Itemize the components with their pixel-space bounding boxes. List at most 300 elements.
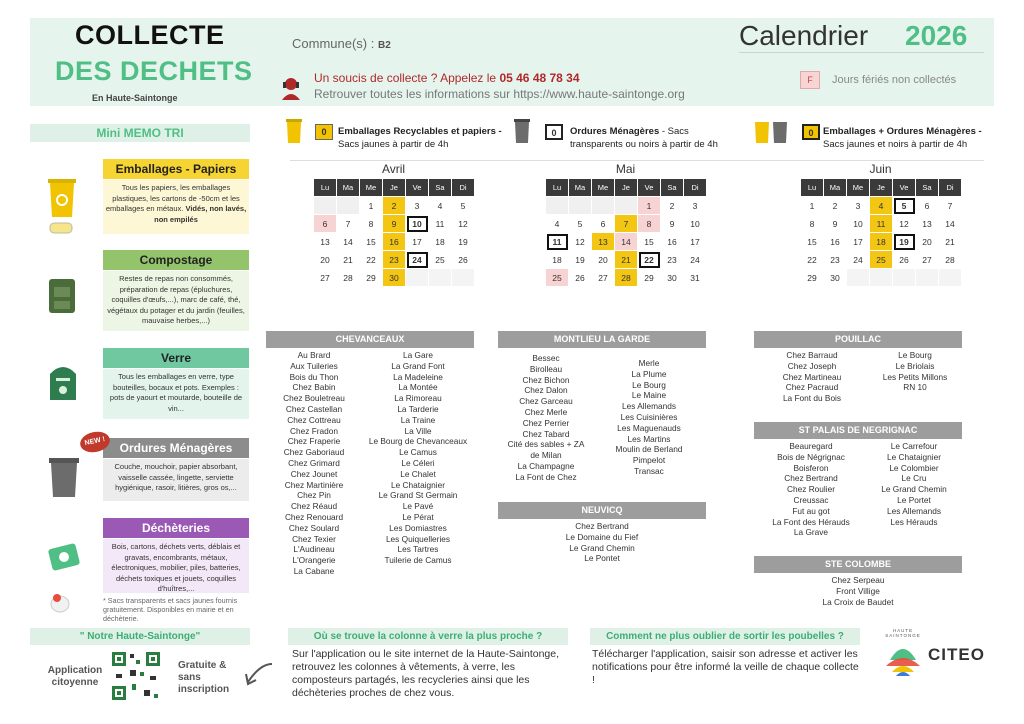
calendar-week — [801, 251, 962, 269]
calendar-day: 6 — [592, 215, 615, 233]
new-badge: NEW ! — [78, 429, 112, 455]
weekday-me: Me — [592, 179, 615, 197]
locality-item: Les Quiquelleries — [385, 533, 451, 544]
locality-item: Le Bourg — [632, 379, 666, 390]
locality-item: Chez Martinière — [284, 479, 344, 490]
locality-item: Au Brard — [297, 350, 331, 360]
locality-item: Chez Texier — [292, 533, 336, 544]
locality-item: Les Allemands — [887, 505, 941, 516]
calendar-day: 4 — [870, 197, 893, 215]
calendar-day: 18 — [429, 233, 452, 251]
calendar-day: 18 — [870, 233, 893, 251]
locality-item: Chez Barraud — [786, 350, 838, 360]
calendar-day — [429, 269, 452, 287]
commune — [292, 36, 391, 51]
zone-montlieu-col2 — [600, 358, 698, 477]
zone-pouillac-col1 — [768, 350, 856, 404]
calendar-day: 20 — [916, 233, 939, 251]
weekday-ma: Ma — [569, 179, 592, 197]
locality-item: Bois de Négrignac — [777, 451, 845, 462]
calendar-day: 22 — [638, 251, 661, 269]
calendar-day: 2 — [824, 197, 847, 215]
locality-item: Les Allemands — [622, 401, 676, 412]
calendar-day: 28 — [337, 269, 360, 287]
calendar-day: 19 — [452, 233, 475, 251]
weekday-je: Je — [615, 179, 638, 197]
locality-item: Les Maguenauds — [617, 422, 681, 433]
oubli-text: Télécharger l'application, saisir son adresse et activer les notifications pour être informé la veille de chaque collecte ! — [592, 648, 859, 686]
calendar-day: 17 — [847, 233, 870, 251]
zone-chevanceaux-col1 — [268, 350, 360, 577]
zone-montlieu-col1 — [498, 353, 594, 483]
weekday-di: Di — [684, 179, 707, 197]
commune-value: B2 — [377, 40, 391, 51]
locality-item: Le Camus — [399, 447, 437, 458]
weekday-me: Me — [847, 179, 870, 197]
phone-operator-icon — [280, 76, 302, 100]
locality-item: La Cabane — [293, 565, 335, 576]
memo-title: Mini MEMO TRI — [30, 124, 250, 142]
calendar-day: 16 — [824, 233, 847, 251]
calendar-day: 13 — [314, 233, 337, 251]
header-divider — [739, 52, 984, 53]
locality-item: La Traine — [400, 414, 436, 425]
calendar-day: 29 — [638, 269, 661, 287]
locality-item: La Ville — [404, 425, 432, 436]
month-mai: Mai — [615, 162, 636, 176]
locality-item: Chez Réaud — [290, 501, 338, 512]
calendar-day: 27 — [314, 269, 337, 287]
legend-yellow-sub: Sacs jaunes à partir de 4h — [338, 139, 449, 150]
zone-stpalais-col2 — [866, 441, 962, 527]
weekday-di: Di — [452, 179, 475, 197]
zone-stecolombe-head: STE COLOMBE — [754, 556, 962, 573]
calendar-day: 10 — [406, 215, 429, 233]
locality-item: Chez Tabard — [522, 428, 570, 439]
calendar-day: 7 — [615, 215, 638, 233]
calendar-day: 23 — [824, 251, 847, 269]
calendar-day: 1 — [360, 197, 383, 215]
haute-saintonge-logo-text: HAUTE SAINTONGE — [885, 628, 921, 638]
locality-item: Chez Jounet — [290, 468, 338, 479]
locality-item: L'Orangerie — [292, 555, 336, 566]
locality-item: Chez Babin — [292, 382, 336, 393]
locality-item: Le Cru — [901, 473, 927, 484]
calendar-day — [870, 269, 893, 287]
calendar-day: 9 — [661, 215, 684, 233]
locality-item: Chez Garceau — [519, 396, 573, 407]
locality-item: Le Grand Chemin — [881, 484, 947, 495]
locality-item: Boisferon — [793, 462, 829, 473]
month-avril: Avril — [381, 162, 406, 176]
region-subtitle: En Haute-Saintonge — [92, 93, 178, 103]
calendar-day: 25 — [429, 251, 452, 269]
locality-item: Le Maine — [631, 390, 667, 401]
locality-item: La Madeleine — [393, 371, 443, 382]
calendar-day: 8 — [638, 215, 661, 233]
calendar-week — [314, 269, 475, 287]
calendar-day: 30 — [661, 269, 684, 287]
calendar-day: 16 — [661, 233, 684, 251]
locality-item: Le Chataignier — [887, 451, 941, 462]
calendar-day: 30 — [383, 269, 406, 287]
locality-item: Beauregard — [789, 441, 833, 451]
calendar-day: 18 — [546, 251, 569, 269]
zone-stpalais-head: ST PALAIS DE NEGRIGNAC — [754, 422, 962, 439]
colonne-text: Sur l'application ou le site internet de la Haute-Saintonge, retrouvez les colonnes à vêtements, à verre, les composteurs partagés, les recycleries ainsi que les déchèteries proches de chez vous. — [292, 648, 560, 699]
locality-item: Bessec — [532, 353, 560, 363]
calendar-day: 15 — [801, 233, 824, 251]
calendar-day: 5 — [452, 197, 475, 215]
locality-item: Chez Pacraud — [785, 382, 839, 393]
legend-grey-bin-icon — [512, 117, 532, 145]
calendar-day: 12 — [569, 233, 592, 251]
locality-item: La Font des Hérauds — [772, 516, 850, 527]
colonne-title: Où se trouve la colonne à verre la plus proche ? — [288, 628, 568, 645]
calendar-day: 17 — [406, 233, 429, 251]
holiday-legend: Jours fériés non collectés — [832, 74, 957, 86]
cat-ordures-body: Couche, mouchoir, papier absorbant, vaisselle cassée, lingette, serviette hygiénique, rasoir, litières, gros os,... — [103, 459, 249, 501]
legend-both — [823, 125, 982, 151]
calendar-week — [314, 233, 475, 251]
commune-label: Commune(s) : — [292, 36, 375, 51]
glass-container-icon — [46, 360, 80, 402]
locality-item: Le Briolais — [895, 360, 935, 371]
calendar-day: 23 — [661, 251, 684, 269]
calendar-day: 30 — [824, 269, 847, 287]
calendar-day: 12 — [893, 215, 916, 233]
calendar-day — [452, 269, 475, 287]
locality-item: L'Audineau — [293, 544, 335, 555]
locality-item: Les Petits Millons — [882, 371, 948, 382]
calendar-day — [592, 197, 615, 215]
weekday-je: Je — [870, 179, 893, 197]
calendar-day: 7 — [939, 197, 962, 215]
calendar-day: 22 — [360, 251, 383, 269]
calendar-day: 29 — [801, 269, 824, 287]
calendar-day: 10 — [847, 215, 870, 233]
free-label: Gratuite & sans inscription — [178, 660, 230, 695]
locality-item: RN 10 — [903, 382, 927, 393]
locality-item: La Montée — [398, 382, 438, 393]
locality-item: Le Grand Chemin — [569, 542, 635, 553]
calendar-day: 15 — [638, 233, 661, 251]
calendar-week — [801, 197, 962, 215]
calendar-day — [406, 269, 429, 287]
zone-chevanceaux-head: CHEVANCEAUX — [266, 331, 474, 348]
calendar-day: 5 — [569, 215, 592, 233]
legend-both-bins-icon — [752, 117, 792, 145]
legend-yellow-title: Emballages Recyclables et papiers - — [338, 126, 502, 137]
zone-stecolombe-col1 — [754, 575, 962, 607]
locality-item: Le Chataignier — [391, 479, 445, 490]
phone-number[interactable]: 05 46 48 78 34 — [499, 71, 580, 85]
locality-item: La Grand Font — [391, 360, 445, 371]
cat-dechetterie-head: Déchèteries — [103, 518, 249, 538]
calendar-day: 1 — [801, 197, 824, 215]
calendar-day: 3 — [406, 197, 429, 215]
locality-item: Le Carrefour — [890, 441, 938, 451]
website-line[interactable]: Retrouver toutes les informations sur https://www.haute-saintonge.org — [314, 87, 685, 101]
locality-item: Chez Fradon — [290, 425, 338, 436]
calendar-week — [801, 233, 962, 251]
cat-emballages-text: Tous les papiers, les emballages plastiques, les cartons de -50cm et les emballages en métaux. — [105, 183, 240, 213]
calendar-week — [801, 215, 962, 233]
bags-icon — [48, 590, 72, 614]
cat-emballages-body — [103, 180, 249, 234]
locality-item: Le Domaine du Fief — [565, 531, 639, 542]
calendar-year: 2026 — [905, 20, 968, 51]
calendar-day: 24 — [684, 251, 707, 269]
calendar-day: 28 — [615, 269, 638, 287]
locality-item: Chez Renouard — [284, 511, 344, 522]
locality-item: Chez Serpeau — [831, 575, 885, 585]
locality-item: Cité des sables + ZA — [507, 439, 585, 450]
locality-item: La Gare — [403, 350, 433, 360]
weekday-lu: Lu — [546, 179, 569, 197]
legend-both-sub: Sacs jaunes et noirs à partir de 4h — [823, 139, 968, 150]
calendar-week — [314, 197, 475, 215]
locality-item: Le Portet — [897, 494, 931, 505]
arrow-icon — [242, 660, 276, 688]
locality-item: Le Bourg de Chevanceaux — [368, 436, 468, 447]
calendar-day: 27 — [916, 251, 939, 269]
locality-item: Bois du Thon — [289, 371, 339, 382]
calendar-week — [801, 269, 962, 287]
locality-item: Chez Fraperie — [287, 436, 341, 447]
calendar-day: 25 — [546, 269, 569, 287]
locality-item: Chez Gaboriaud — [283, 447, 345, 458]
calendar-day — [939, 269, 962, 287]
locality-item: Le Colombier — [889, 462, 939, 473]
legend-badge-yellow: 0 — [315, 124, 333, 140]
locality-item: La Champagne — [517, 460, 575, 471]
locality-item: Les Hérauds — [890, 516, 938, 527]
calendar-day: 20 — [592, 251, 615, 269]
weekday-di: Di — [939, 179, 962, 197]
weekday-ve: Ve — [638, 179, 661, 197]
locality-item: La Croix de Baudet — [822, 596, 894, 607]
legend-yellow-bin-icon — [284, 117, 304, 145]
locality-item: Chez Bertrand — [575, 521, 629, 531]
calendar-day: 24 — [847, 251, 870, 269]
weekday-me: Me — [360, 179, 383, 197]
qr-code-icon[interactable] — [110, 650, 162, 702]
title-dechets: DES DECHETS — [55, 56, 253, 86]
locality-item: Le Grand St Germain — [378, 490, 458, 501]
calendar-day — [615, 197, 638, 215]
calendar-day: 11 — [546, 233, 569, 251]
app-label: Application citoyenne — [47, 665, 103, 688]
calendar-day — [893, 269, 916, 287]
locality-item: Les Domiastres — [389, 522, 447, 533]
calendar-day: 2 — [661, 197, 684, 215]
calendar-day: 31 — [684, 269, 707, 287]
locality-item: Creussac — [793, 494, 829, 505]
weekday-header — [801, 179, 962, 197]
calendar-day: 21 — [615, 251, 638, 269]
calendar-day: 11 — [429, 215, 452, 233]
locality-item: Chez Bertrand — [784, 473, 838, 484]
locality-item: Chez Roulier — [787, 484, 835, 495]
grey-bin-icon — [46, 455, 82, 499]
locality-item: Le Pavé — [402, 501, 434, 512]
calendar-day: 6 — [916, 197, 939, 215]
calendar-day: 8 — [801, 215, 824, 233]
weekday-lu: Lu — [801, 179, 824, 197]
calendar-week — [546, 251, 707, 269]
calendar-day: 9 — [824, 215, 847, 233]
calendar-day: 1 — [638, 197, 661, 215]
calendar-week — [546, 215, 707, 233]
calendar-day: 13 — [592, 233, 615, 251]
locality-item: de Milan — [530, 450, 562, 461]
title-collecte: COLLECTE — [75, 20, 225, 50]
locality-item: Birolleau — [529, 363, 563, 374]
locality-item: La Font de Chez — [515, 471, 577, 482]
calendar-day: 5 — [893, 197, 916, 215]
locality-item: Moulin de Berland — [615, 444, 683, 455]
weekday-sa: Sa — [661, 179, 684, 197]
weekday-ma: Ma — [337, 179, 360, 197]
citeo-logo: CITEO — [928, 645, 985, 664]
calendar-day: 23 — [383, 251, 406, 269]
locality-item: Chez Bouletreau — [283, 393, 345, 404]
yellow-bin-icon — [44, 175, 80, 239]
calendar-day: 2 — [383, 197, 406, 215]
oubli-title: Comment ne plus oublier de sortir les poubelles ? — [590, 628, 860, 645]
calendar-day — [569, 197, 592, 215]
calendar-week — [314, 251, 475, 269]
calendar-day: 28 — [939, 251, 962, 269]
calendar-day: 3 — [847, 197, 870, 215]
locality-item: Aux Tuileries — [290, 360, 338, 371]
calendar-day: 26 — [893, 251, 916, 269]
locality-item: La Rimoreau — [394, 393, 442, 404]
calendar-week — [314, 215, 475, 233]
cat-ordures-head: Ordures Ménagères — [103, 438, 249, 458]
calendar-day: 14 — [337, 233, 360, 251]
holiday-badge: F — [800, 71, 820, 89]
legend-grey-title2: - Sacs — [659, 126, 689, 137]
dechetterie-icon — [46, 540, 82, 572]
calendar-day — [847, 269, 870, 287]
legend-yellow — [338, 125, 502, 151]
zone-stpalais-col1 — [764, 441, 858, 538]
calendar-day — [314, 197, 337, 215]
cat-emballages-head: Emballages - Papiers — [103, 159, 249, 179]
calendar-avril — [313, 178, 475, 287]
weekday-ma: Ma — [824, 179, 847, 197]
calendar-day: 4 — [546, 215, 569, 233]
locality-item: Front Villige — [836, 585, 880, 596]
cat-emballages-strong: Vidés, non lavés, non empilés — [154, 204, 247, 224]
calendar-day: 16 — [383, 233, 406, 251]
calendar-week — [546, 233, 707, 251]
locality-item: La Font du Bois — [782, 393, 842, 404]
phone-line — [314, 71, 580, 85]
locality-item: La Tarderie — [397, 403, 439, 414]
calendar-juin — [800, 178, 962, 287]
locality-item: Chez Joseph — [787, 360, 837, 371]
calendar-label: Calendrier — [739, 20, 869, 51]
locality-item: Le Chalet — [400, 468, 436, 479]
weekday-lu: Lu — [314, 179, 337, 197]
locality-item: Tuilerie de Camus — [384, 555, 452, 566]
weekday-je: Je — [383, 179, 406, 197]
locality-item: Le Pérat — [402, 511, 434, 522]
calendar-day: 24 — [406, 251, 429, 269]
compost-bin-icon — [46, 275, 78, 315]
legend-both-title: Emballages + Ordures Ménagères - — [823, 126, 982, 137]
calendar-day: 13 — [916, 215, 939, 233]
weekday-ve: Ve — [406, 179, 429, 197]
locality-item: Fut au got — [792, 505, 830, 516]
legend-grey — [570, 125, 718, 151]
legend-badge-both: 0 — [802, 124, 820, 140]
month-juin: Juin — [869, 162, 892, 176]
locality-item: La Plume — [631, 368, 667, 379]
legend-badge-grey: 0 — [545, 124, 563, 140]
locality-item: Le Céleri — [401, 457, 435, 468]
calendar-day: 3 — [684, 197, 707, 215]
locality-item: Chez Castellan — [285, 403, 343, 414]
weekday-sa: Sa — [429, 179, 452, 197]
calendar-day: 25 — [870, 251, 893, 269]
calendar-week — [546, 197, 707, 215]
calendar-day: 22 — [801, 251, 824, 269]
locality-item: La Grave — [793, 527, 829, 538]
calendar-day — [916, 269, 939, 287]
calendar-day: 21 — [337, 251, 360, 269]
calendar-day: 20 — [314, 251, 337, 269]
locality-item: Le Pontet — [584, 553, 620, 564]
calendar-day: 26 — [452, 251, 475, 269]
locality-item: Le Bourg — [898, 350, 932, 360]
calendar-day: 15 — [360, 233, 383, 251]
calendar-day: 7 — [337, 215, 360, 233]
locality-item: Chez Martineau — [782, 371, 842, 382]
calendar-day: 17 — [684, 233, 707, 251]
zone-pouillac-col2 — [870, 350, 960, 393]
calendar-day: 19 — [893, 233, 916, 251]
weekday-ve: Ve — [893, 179, 916, 197]
calendar-day: 10 — [684, 215, 707, 233]
legend-grey-sub: transparents ou noirs à partir de 4h — [570, 139, 718, 150]
calendar-mai — [545, 178, 707, 287]
locality-item: Transac — [634, 465, 664, 476]
locality-item: Les Martins — [627, 433, 671, 444]
weekday-header — [546, 179, 707, 197]
zone-montlieu-head: MONTLIEU LA GARDE — [498, 331, 706, 348]
calendar-day: 4 — [429, 197, 452, 215]
cat-dechetterie-body: Bois, cartons, déchets verts, déblais et gravats, encombrants, métaux, électroniques, mobilier, piles, batteries, déchets toxiques et jouets, coquilles d'huîtres,... — [103, 539, 249, 593]
zone-neuvicq-col1 — [498, 521, 706, 564]
locality-item: Chez Grimard — [288, 457, 340, 468]
locality-item: Pimpelot — [632, 455, 666, 466]
calendar-week — [546, 269, 707, 287]
calendar-day: 14 — [939, 215, 962, 233]
zone-chevanceaux-col2 — [360, 350, 476, 566]
cat-compost-body: Restes de repas non consommés, préparation de repas (épluchures, coquilles d'œufs,...), marc de café, thé, végétaux du potager et du jardin (feuilles, mauvaise herbes,...) — [103, 271, 249, 331]
zone-pouillac-head: POUILLAC — [754, 331, 962, 348]
weekday-header — [314, 179, 475, 197]
calendar-day: 21 — [939, 233, 962, 251]
locality-item: Chez Perrier — [522, 417, 570, 428]
calendar-day: 12 — [452, 215, 475, 233]
bags-note: * Sacs transparents et sacs jaunes fournis gratuitement. Disponibles en mairie et en déchèterie. — [103, 596, 238, 623]
cat-verre-head: Verre — [103, 348, 249, 368]
